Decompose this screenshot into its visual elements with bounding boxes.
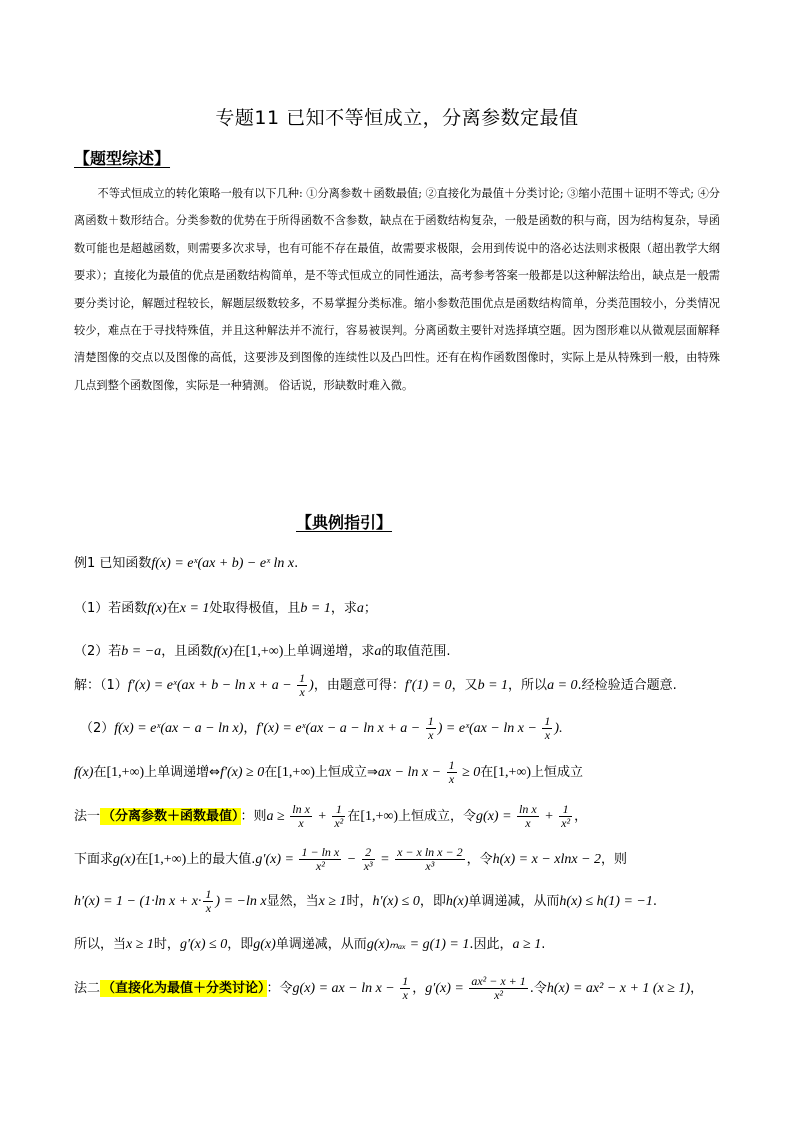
example-line: 例1 已知函数f(x) = eˣ(ax + b) − eˣ ln x.: [74, 556, 299, 571]
text: 下面求: [74, 852, 114, 867]
question-1: [74, 597, 377, 617]
den: x: [205, 901, 212, 915]
text: 上单调递增，求: [283, 644, 375, 659]
math: −: [343, 852, 360, 867]
math: h′(x) ≤ 0: [372, 894, 420, 909]
method-2-highlight: （直接化为最值＋分类讨论）: [102, 981, 265, 996]
monotonic-condition: [74, 759, 583, 786]
text: ，由题意可得：: [313, 678, 405, 693]
text: ：令: [266, 981, 293, 996]
text: 法二: [74, 981, 101, 996]
math: f′(x) ≥ 0: [220, 765, 265, 780]
method-1-line-1: [74, 803, 587, 830]
math: b = 1: [300, 601, 331, 616]
example-label: 例1 已知函数: [74, 556, 152, 571]
math: g(x): [253, 937, 276, 952]
question-2: [74, 640, 451, 660]
math: h(x) = ax² − x + 1 (x ≥ 1): [546, 981, 691, 996]
page-title: 专题11 已知不等恒成立，分离参数定最值: [215, 107, 579, 129]
text: 在: [264, 765, 278, 780]
den: x³: [363, 859, 373, 873]
den: x: [299, 685, 305, 699]
math: [1,+∞): [360, 809, 399, 824]
num: 1: [448, 758, 455, 772]
num: 1: [544, 714, 551, 728]
math: g′(x) ≤ 0: [179, 937, 228, 952]
math: f(x) = eˣ(ax − a − ln x): [114, 721, 244, 736]
fraction: [297, 672, 307, 699]
math: g(x): [113, 852, 136, 867]
den: x²: [334, 816, 344, 830]
math: ): [309, 678, 314, 693]
math: f(x): [74, 765, 94, 780]
den: x: [428, 728, 434, 742]
den: x²: [561, 816, 571, 830]
section-heading-text: 【典例指引】: [296, 513, 393, 532]
text: ，即: [227, 937, 254, 952]
text: 时，: [153, 937, 180, 952]
text: 上的最大值.: [186, 852, 256, 867]
text: 在: [232, 644, 246, 659]
den: x³: [425, 859, 435, 873]
fraction: [362, 846, 375, 873]
text: ；: [363, 601, 377, 616]
num: 1: [559, 803, 572, 817]
text: ，令: [466, 852, 493, 867]
fraction: [400, 975, 410, 1002]
text: ，即: [419, 894, 446, 909]
text: ，: [412, 981, 426, 996]
text: ，: [574, 809, 588, 824]
math: h′(x) = 1 − (1·ln x + x·: [74, 894, 202, 909]
text: .令: [529, 981, 547, 996]
den: x²: [315, 859, 325, 873]
fraction: [299, 846, 341, 873]
text: 解：（1）: [74, 678, 128, 693]
math: f′(1) = 0: [404, 678, 452, 693]
math: a: [356, 601, 364, 616]
math: h(x): [445, 894, 469, 909]
math: =: [376, 852, 394, 867]
math: f(x): [213, 644, 233, 659]
text: 在: [480, 765, 494, 780]
text: .: [652, 894, 657, 909]
math: g(x) =: [476, 809, 516, 824]
text: .经检验适合题意.: [577, 678, 677, 693]
num: 1: [299, 671, 306, 685]
solution-part-2: [80, 715, 563, 742]
text: 在: [347, 809, 361, 824]
text: ，: [690, 981, 704, 996]
math: g(x) = ax − ln x −: [292, 981, 399, 996]
fraction: [559, 803, 572, 830]
text: （2）: [80, 721, 115, 736]
math: b = 1: [477, 678, 509, 693]
math: f(x): [147, 601, 167, 616]
den: x: [544, 728, 551, 742]
den: x: [298, 816, 304, 830]
num: ax² − x + 1: [471, 974, 526, 988]
text: ，所以: [508, 678, 548, 693]
text: ，且函数: [161, 644, 214, 659]
math: ax − ln x −: [377, 765, 445, 780]
text: .因此，: [469, 937, 513, 952]
text: 法一: [74, 809, 101, 824]
section-heading-overview: [74, 146, 170, 169]
fraction: [469, 975, 527, 1002]
overview-text: 不等式恒成立的转化策略一般有以下几种: ①分离参数＋函数最值; ②直接化为最值＋分类讨论; ③缩小范围＋证明不等式; ④分离函数＋数形结合。分类参数的优势在于所得函数不含参数，缺点在于函数结构复杂，一般是函数的积与商，因为结构复杂，导函数可能也是超越函数，则需要多次求导，也有可能不存在最值，故需要求极限，会用到传说中的洛必达法则求极限（超出教学大纲要求）；直接化为最值的优点是函数结构简单，是不等式恒成立的同性通法，高考参考答案一般都是以这种解法给出，缺点是一般需要分类讨论，解题过程较长，解题层级数较多，不易掌握分类标准。缩小参数范围优点是函数结构简单，分类范围较小，分类情况较少，难点在于寻找特殊值，并且这种解法并不流行，容易被误判。分离函数主要针对选择填空题。因为图形难以从微观层面解释清楚图像的交点以及图像的高低，这要涉及到图像的连续性以及凸凹性。还有在构作函数图像时，实际上是从特殊到一般，由特殊几点到整个函数图像，实际是一种猜测。 俗话说，形缺数时难入微。: [74, 187, 720, 392]
text: 上恒成立，令: [398, 809, 477, 824]
num: 2: [362, 846, 375, 860]
fraction: [395, 846, 465, 873]
fraction: [290, 803, 312, 830]
math: h(x) = x − xlnx − 2: [492, 852, 602, 867]
text: .: [541, 937, 546, 952]
method-1-line-4: [74, 933, 545, 953]
math: x ≥ 1: [318, 894, 347, 909]
math: a: [374, 644, 382, 659]
text: （1）若函数: [74, 601, 148, 616]
num: 1: [332, 803, 345, 817]
den: x: [448, 772, 455, 786]
num: 1: [427, 714, 434, 728]
text: 处取得极值，且: [209, 601, 301, 616]
num: 1 − ln x: [301, 845, 340, 859]
text: 上恒成立: [531, 765, 584, 780]
text: 的取值范围.: [381, 644, 451, 659]
fraction: [542, 715, 552, 742]
math: +: [540, 809, 558, 824]
method-1-line-3: [74, 888, 657, 915]
text: ，又: [451, 678, 478, 693]
method-2-line-1: [74, 975, 703, 1002]
math: f′(x) = eˣ(ax − a − ln x + a −: [256, 721, 424, 736]
fraction: [426, 715, 436, 742]
math: [1,+∞): [493, 765, 531, 780]
fraction: [332, 803, 345, 830]
math: [1,+∞): [277, 765, 315, 780]
text: 在: [135, 852, 149, 867]
method-1-line-2: [74, 846, 627, 873]
text: 单调递减，从而: [275, 937, 367, 952]
section-heading-examples: [296, 510, 392, 533]
solution-part-1: [74, 672, 677, 699]
text: 上恒成立⇒: [314, 765, 378, 780]
math: x = 1: [179, 601, 210, 616]
fraction: [203, 888, 213, 915]
math: x ≥ 1: [126, 937, 154, 952]
math: g′(x) =: [425, 981, 468, 996]
method-1-highlight: （分离参数＋函数最值）: [102, 809, 239, 824]
text: （2）若: [74, 644, 122, 659]
math: ) = −ln x: [215, 894, 267, 909]
text: 显然，当: [266, 894, 319, 909]
math: [1,+∞): [245, 644, 284, 659]
text: 所以，当: [74, 937, 127, 952]
math: ≥ 0: [458, 765, 481, 780]
num: 1: [205, 887, 212, 901]
text: ，求: [330, 601, 357, 616]
section-heading-text: 【题型综述】: [74, 149, 171, 168]
text: 在: [93, 765, 107, 780]
math: +: [313, 809, 331, 824]
text: 在: [166, 601, 180, 616]
fraction: [447, 759, 457, 786]
overview-paragraph: [74, 180, 720, 399]
text: 时，: [346, 894, 373, 909]
math: a ≥ 1: [512, 937, 542, 952]
math: b = −a: [121, 644, 162, 659]
math: h(x) ≤ h(1) = −1: [559, 894, 653, 909]
fraction: [517, 803, 539, 830]
text: 单调递减，从而: [468, 894, 560, 909]
num: 1: [402, 974, 409, 988]
den: x²: [494, 988, 504, 1002]
math: f′(x) = eˣ(ax + b − ln x + a −: [127, 678, 296, 693]
num: ln x: [519, 802, 537, 816]
math: ).: [554, 721, 563, 736]
math: g(x)ₘₐₓ = g(1) = 1: [366, 937, 470, 952]
math: [1,+∞): [148, 852, 187, 867]
text: ：则: [240, 809, 267, 824]
num: x − x ln x − 2: [397, 845, 463, 859]
num: ln x: [292, 802, 310, 816]
text: ，则: [601, 852, 628, 867]
den: x: [525, 816, 531, 830]
math: ) = eˣ(ax − ln x −: [437, 721, 541, 736]
math: g′(x) =: [255, 852, 298, 867]
math: [1,+∞): [106, 765, 145, 780]
den: x: [402, 988, 408, 1002]
math: a = 0: [547, 678, 578, 693]
example-function: f(x) = eˣ(ax + b) − eˣ ln x: [151, 556, 295, 571]
text: 上单调递增⇔: [144, 765, 221, 780]
math: a ≥: [266, 809, 289, 824]
text: ，: [243, 721, 257, 736]
